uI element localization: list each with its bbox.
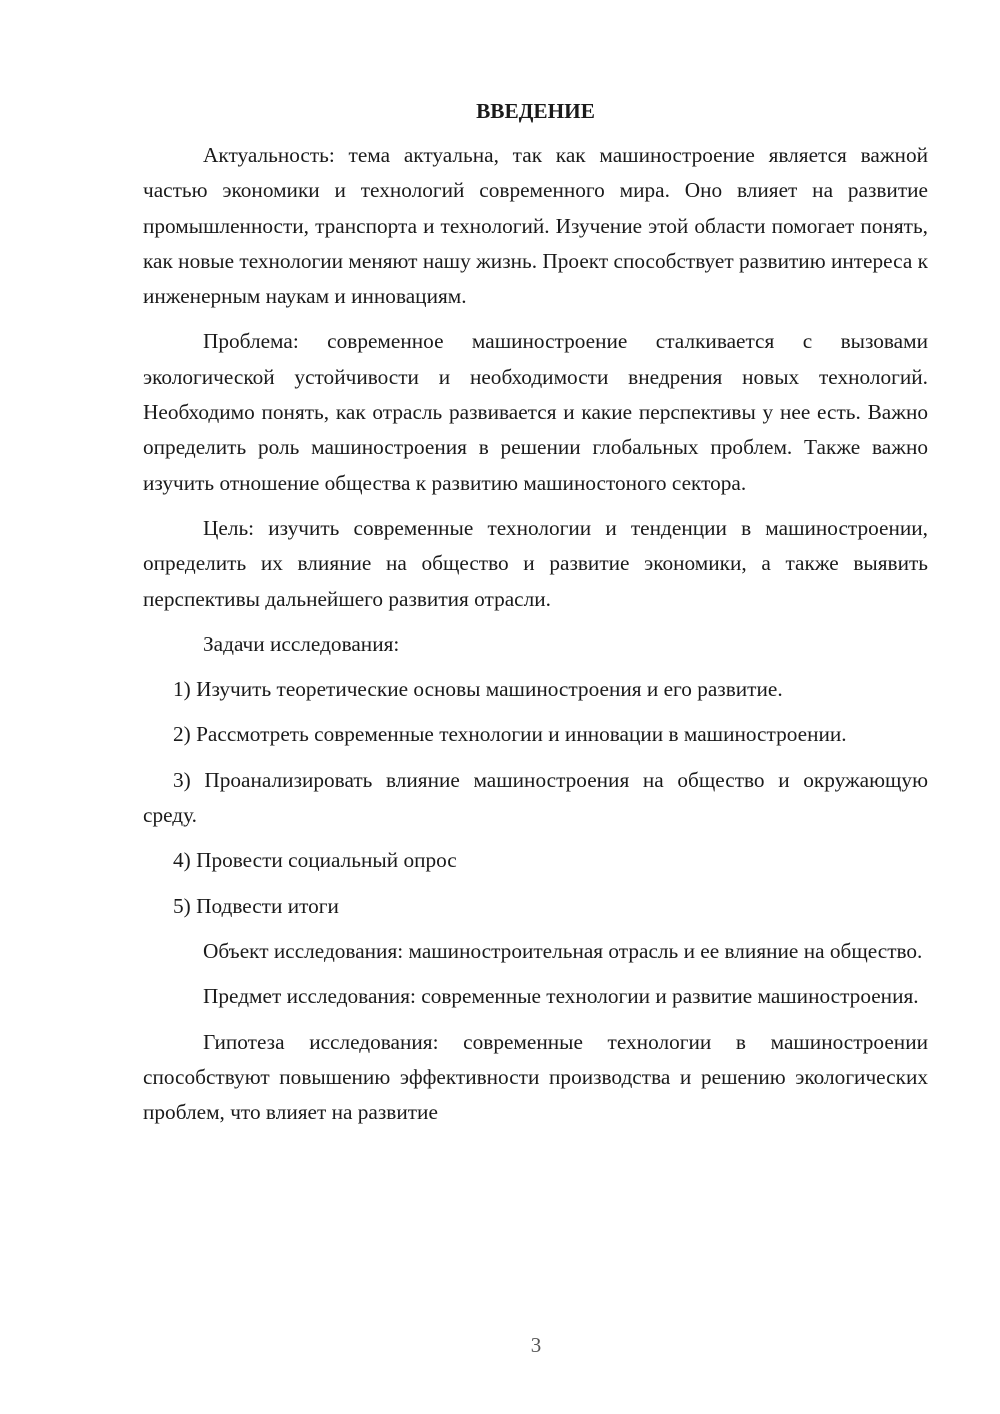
- document-page: [143, 92, 928, 1140]
- subject-paragraph: Предмет исследования: современные технологии и развитие машиностроения.: [203, 984, 919, 1009]
- relevance-paragraph: Актуальность: тема актуальна, так как машиностроение является важной частью экономики и технологий современного мира. Оно влияет на развитие промышленности, транспорта и технологий. Изучение этой области помогает понять, как новые технологии меняют нашу жизнь. Проект способствует развитию интереса к инженерным наукам и инновациям.: [143, 143, 928, 309]
- tasks-heading: Задачи исследования:: [203, 631, 400, 656]
- hypothesis-paragraph: Гипотеза исследования: современные технологии в машиностроении способствуют повышению эффективности производства и решению экологических проблем, что влияет на развитие: [143, 1029, 928, 1125]
- page-number: 3: [530, 1333, 542, 1357]
- task-item-2: 2) Рассмотреть современные технологии и инновации в машиностроении.: [173, 722, 847, 747]
- document-title: ВВЕДЕНИЕ: [476, 99, 595, 123]
- object-paragraph: Объект исследования: машиностроительная отрасль и ее влияние на общество.: [203, 938, 923, 963]
- problem-paragraph: Проблема: современное машиностроение сталкивается с вызовами экологической устойчивости и необходимости внедрения новых технологий. Необходимо понять, как отрасль развивается и какие перспективы у нее есть. Важно определить роль машиностроения в решении глобальных проблем. Также важно изучить отношение общества к развитию машиностоного сектора.: [143, 329, 928, 495]
- task-item-3: 3) Проанализировать влияние машиностроения на общество и окружающую среду.: [143, 767, 928, 828]
- task-item-4: 4) Провести социальный опрос: [173, 848, 457, 873]
- task-item-5: 5) Подвести итоги: [173, 893, 339, 918]
- task-item-1: 1) Изучить теоретические основы машиностроения и его развитие.: [173, 677, 783, 702]
- goal-paragraph: Цель: изучить современные технологии и тенденции в машиностроении, определить их влияние на общество и развитие экономики, а также выявить перспективы дальнейшего развития отрасли.: [143, 515, 928, 611]
